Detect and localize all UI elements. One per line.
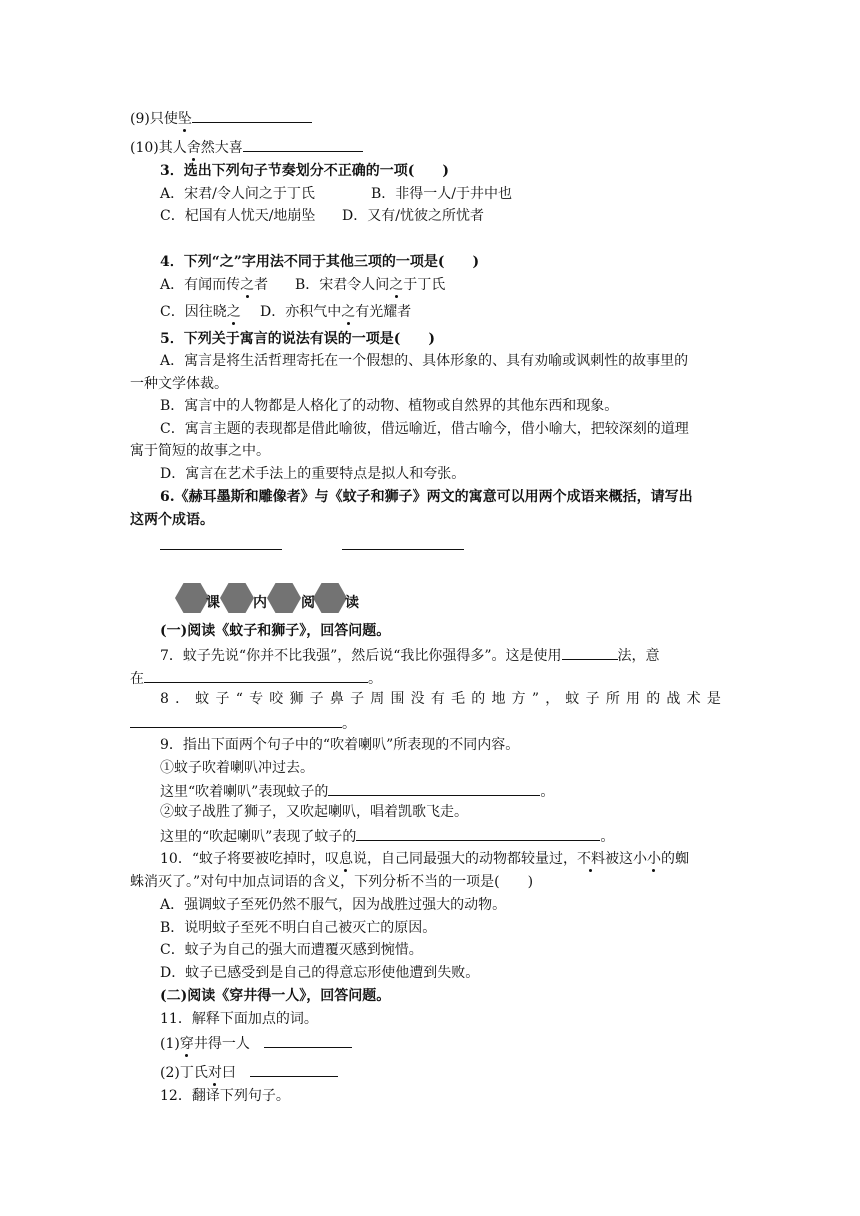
option-a[interactable]: A．强调蚊子至死仍然不服气，因为战胜过强大的动物。 xyxy=(160,897,507,913)
part-1-heading: (一)阅读《蚊子和狮子》，回答问题。 xyxy=(160,623,391,639)
option-d[interactable]: D．寓言在艺术手法上的重要特点是拟人和夸张。 xyxy=(160,466,466,482)
option-c[interactable]: C．杞国有人忧天/地崩坠 xyxy=(160,208,316,224)
answer-blank[interactable] xyxy=(192,108,312,123)
question-8-line2: 。 xyxy=(130,713,356,733)
question-9-explain-1: 这里“吹着喇叭”表现蚊子的 。 xyxy=(160,781,554,801)
hexagon-icon xyxy=(313,583,347,613)
answer-blank[interactable] xyxy=(264,1033,352,1048)
item-10: (10)其人舍然大喜 xyxy=(130,137,363,157)
question-6-line2: 这两个成语。 xyxy=(130,512,214,528)
option-c-line2[interactable]: 寓于简短的故事之中。 xyxy=(130,443,270,459)
question-11-item-1: (1)穿井得一人 xyxy=(160,1033,352,1053)
hexagon-icon xyxy=(220,583,254,613)
dotted-char: 穿 xyxy=(179,1036,194,1052)
answer-blank[interactable] xyxy=(328,781,540,796)
question-3-stem: 3．选出下列句子节奏划分不正确的一项( ) xyxy=(160,163,449,179)
answer-blank[interactable] xyxy=(250,1062,338,1077)
answer-blank[interactable] xyxy=(342,535,464,550)
question-4-stem: 4．下列“之”字用法不同于其他三项的一项是( ) xyxy=(160,254,480,270)
option-a[interactable]: A．有闻而传之者 xyxy=(160,277,269,293)
question-4-options-ab xyxy=(160,276,445,294)
question-6-answers xyxy=(160,535,464,555)
question-6-line1: 6.《赫耳墨斯和雕像者》与《蚊子和狮子》两文的寓意可以用两个成语来概括，请写出 xyxy=(160,489,693,505)
option-a-line2[interactable]: 一种文学体裁。 xyxy=(130,376,228,392)
answer-blank[interactable] xyxy=(130,713,342,728)
option-b[interactable]: B．寓言中的人物都是人格化了的动物、植物或自然界的其他东西和现象。 xyxy=(160,398,619,414)
option-a-line1[interactable]: A．寓言是将生活哲理寄托在一个假想的、具体形象的、具有劝喻或讽刺性的故事里的 xyxy=(160,353,689,369)
question-5-stem: 5．下列关于寓言的说法有误的一项是( ) xyxy=(160,331,435,347)
hexagon-icon xyxy=(175,583,209,613)
hexagon-icon xyxy=(267,583,301,613)
question-4-options-cd xyxy=(160,303,411,321)
dotted-text: 不料 xyxy=(576,851,605,867)
option-a[interactable]: A．宋君/令人问之于丁氏 xyxy=(160,186,315,202)
dotted-char: 之 xyxy=(389,277,404,293)
question-8-line1: 8．蚊子“专咬狮子鼻子周围没有毛的地方”，蚊子所用的战术是 xyxy=(160,691,728,707)
answer-blank[interactable] xyxy=(144,668,368,683)
answer-blank[interactable] xyxy=(356,826,600,841)
option-d[interactable]: D．又有/忧彼之所忧者 xyxy=(342,208,484,224)
question-9-sentence-1: ①蚊子吹着喇叭冲过去。 xyxy=(160,760,314,776)
dotted-text: 小小的 xyxy=(632,851,675,867)
question-3-options-ab xyxy=(160,185,512,203)
option-c[interactable]: C．蚊子为自己的强大而遭覆灭感到惋惜。 xyxy=(160,942,423,958)
question-11-stem: 11．解释下面加点的词。 xyxy=(160,1011,318,1027)
answer-blank[interactable] xyxy=(562,645,618,660)
option-c-line1[interactable]: C．寓言主题的表现都是借此喻彼，借远喻近，借古喻今，借小喻大，把较深刻的道理 xyxy=(160,421,689,437)
question-9-sentence-2: ②蚊子战胜了狮子，又吹起喇叭，唱着凯歌飞走。 xyxy=(160,804,468,820)
dotted-char: 之 xyxy=(341,304,356,320)
dotted-text: 叹息说 xyxy=(324,851,367,867)
option-d[interactable]: D．蚊子已感受到是自己的得意忘形使他遭到失败。 xyxy=(160,965,480,981)
option-d[interactable]: D．亦积气中之有光耀者 xyxy=(260,304,412,320)
question-10-line1: 10．“蚊子将要被吃掉时，叹息说，自己同最强大的动物都较量过，不料被这小小的蜘 xyxy=(160,851,689,867)
answer-blank[interactable] xyxy=(160,535,282,550)
option-b[interactable]: B．说明蚊子至死不明白自己被灭亡的原因。 xyxy=(160,920,437,936)
question-11-item-2: (2)丁氏对曰 xyxy=(160,1062,338,1082)
question-3-options-cd xyxy=(160,207,484,225)
worksheet-page: (9)只使坠 (10)其人舍然大喜 3．选出下列句子节奏划分不正确的一项( ) A．宋君/令人问之于丁氏 B．非得一人/于井中也 C．杞国有人忧天/地崩坠 D．又有/忧彼之所忧者 4．下列“之”字用法不同于其他三项的一项是( ) A．有闻而传之者 B．宋君令人问之于丁氏 C．因往晓之 D．亦积气中之有光耀者 5．下列关于寓言的说法有误的一项是( ) A．寓言是将生活哲理寄托在一个假想的、具体形象的、具有劝喻或讽刺性的故事里的 一种文学体裁。 B．寓言中的人物都是人格化了的动物、植物或自然界的其他东西和现象。 C．寓言主题的表现都是借此喻彼，借远喻近，借古喻今，借小喻大，把较深刻的道理 寓于简短的故事之中。 D．寓言在艺术手法上的重要特点是拟人和夸张。 6.《赫耳墨斯和雕像者》与《蚊子和狮子》两文的寓意可以用两个成语来概括，请写出 这两个成语。 课 内 阅 读 (一)阅读《蚊子和狮子》，回答问题。 7．蚊子先说“你并不比我强”，然后说“我比你强得多”。这是使用 法，意 在 。 8．蚊子“专咬狮子鼻子周围没有毛的地方”，蚊子所用的战术是 。 9．指出下面两个句子中的“吹着喇叭”所表现的不同内容。 ①蚊子吹着喇叭冲过去。 这里“吹着喇叭”表现蚊子的 。 ②蚊子战胜了狮子，又吹起喇叭，唱着凯歌飞走。 这里的“吹起喇叭”表现了蚊子的 。 10．“蚊子将要被吃掉时，叹息说，自己同最强大的动物都较量过，不料被这小小的蜘 蛛消灭了。”对句中加点词语的含义，下列分析不当的一项是( ) A．强调蚊子至死仍然不服气，因为战胜过强大的动物。 B．说明蚊子至死不明白自己被灭亡的原因。 C．蚊子为自己的强大而遭覆灭感到惋惜。 D．蚊子已感受到是自己的得意忘形使他遭到失败。 (二)阅读《穿井得一人》，回答问题。 11．解释下面加点的词。 (1)穿井得一人 (2)丁氏对曰 12．翻译下列句子。 xyxy=(0,0,860,1216)
dotted-char: 之 xyxy=(240,277,255,293)
part-2-heading: (二)阅读《穿井得一人》，回答问题。 xyxy=(160,988,391,1004)
option-b[interactable]: B．宋君令人问之于丁氏 xyxy=(295,277,446,293)
dotted-char: 坠 xyxy=(177,111,192,127)
question-9-stem: 9．指出下面两个句子中的“吹着喇叭”所表现的不同内容。 xyxy=(160,737,520,753)
answer-blank[interactable] xyxy=(243,137,363,152)
option-c[interactable]: C．因往晓之 xyxy=(160,304,241,320)
question-7-line1: 7．蚊子先说“你并不比我强”，然后说“我比你强得多”。这是使用 法，意 xyxy=(160,645,660,665)
dotted-char: 之 xyxy=(226,304,241,320)
question-9-explain-2: 这里的“吹起喇叭”表现了蚊子的 。 xyxy=(160,826,614,846)
question-12-stem: 12．翻译下列句子。 xyxy=(160,1088,290,1104)
option-b[interactable]: B．非得一人/于井中也 xyxy=(371,186,513,202)
question-7-line2: 在 。 xyxy=(130,668,382,688)
item-9: (9)只使坠 xyxy=(130,108,312,128)
dotted-char: 舍 xyxy=(186,140,201,156)
dotted-char: 对 xyxy=(207,1065,222,1081)
question-10-line2: 蛛消灭了。”对句中加点词语的含义，下列分析不当的一项是( ) xyxy=(130,874,534,890)
